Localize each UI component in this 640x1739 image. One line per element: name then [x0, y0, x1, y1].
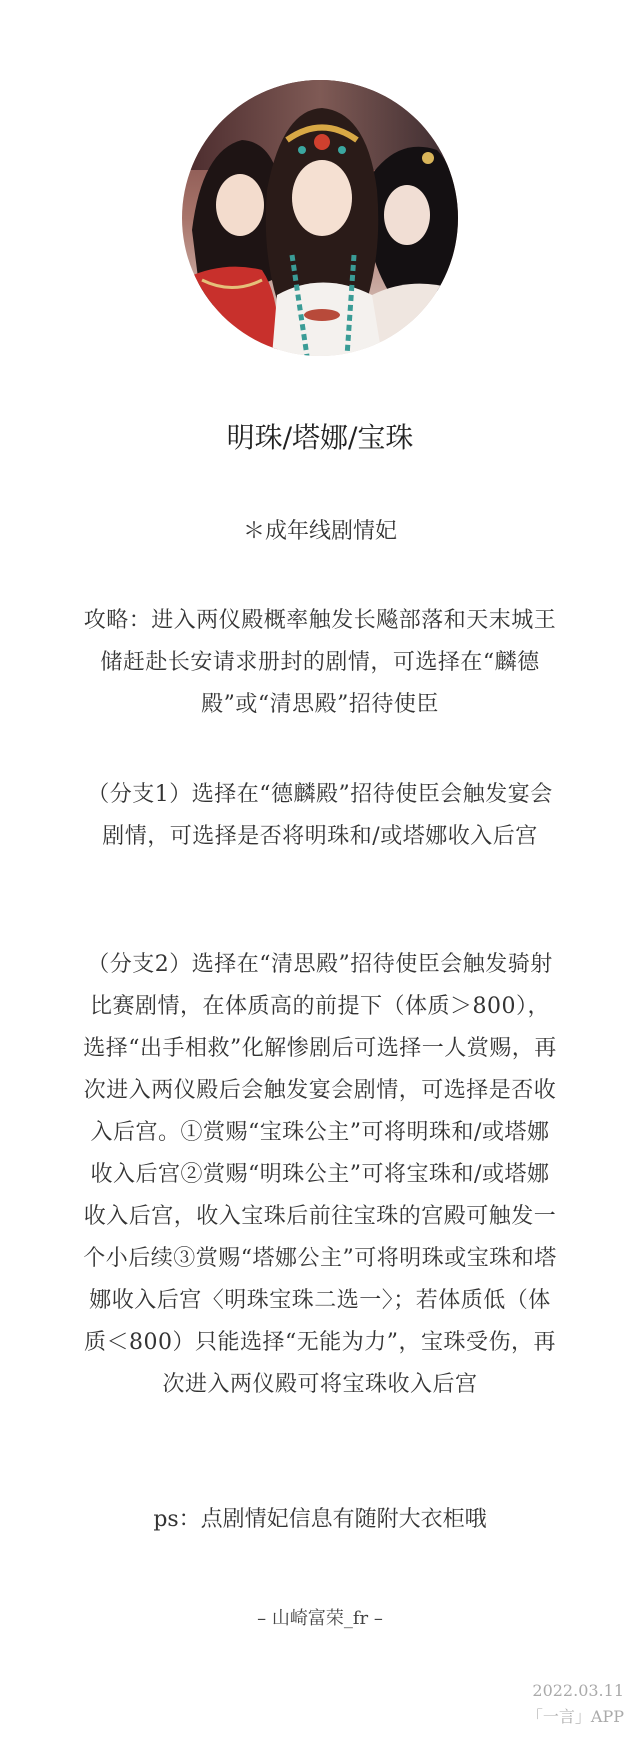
- three-princesses-illustration: [182, 80, 458, 356]
- post-date: 2022.03.11: [532, 1681, 624, 1700]
- page-title: 明珠/塔娜/宝珠: [226, 421, 414, 454]
- branch-2-paragraph: （分支2）选择在“清思殿”招待使臣会触发骑射比赛剧情，在体质高的前提下（体质＞800），选择“出手相救”化解惨剧后可选择一人赏赐，再次进入两仪殿后会触发宴会剧情，可选择是否收入后宫。①赏赐“宝珠公主”可将明珠和/或塔娜收入后宫②赏赐“明珠公主”可将宝珠和/或塔娜收入后宫，收入宝珠后前往宝珠的宫殿可触发一个小后续③赏赐“塔娜公主”可将明珠或宝珠和塔娜收入后宫〈明珠宝珠二选一〉；若体质低（体质＜800）只能选择“无能为力”，宝珠受伤，再次进入两仪殿可将宝珠收入后宫: [83, 952, 557, 1397]
- author-signature: – 山崎富荣_fr –: [257, 1608, 383, 1629]
- ps-note: ps：点剧情妃信息有随附大衣柜哦: [153, 1507, 487, 1532]
- avatar-illustration: [182, 80, 458, 356]
- branch-1-paragraph: （分支1）选择在“德麟殿”招待使臣会触发宴会剧情，可选择是否将明珠和/或塔娜收入后宫: [87, 782, 553, 849]
- category-subtitle: ＊成年线剧情妃: [242, 519, 397, 544]
- app-watermark: 「一言」APP: [526, 1707, 624, 1726]
- strategy-paragraph: 攻略：进入两仪殿概率触发长飚部落和天末城王储赶赴长安请求册封的剧情，可选择在“麟德殿”或“清思殿”招待使臣: [83, 608, 557, 717]
